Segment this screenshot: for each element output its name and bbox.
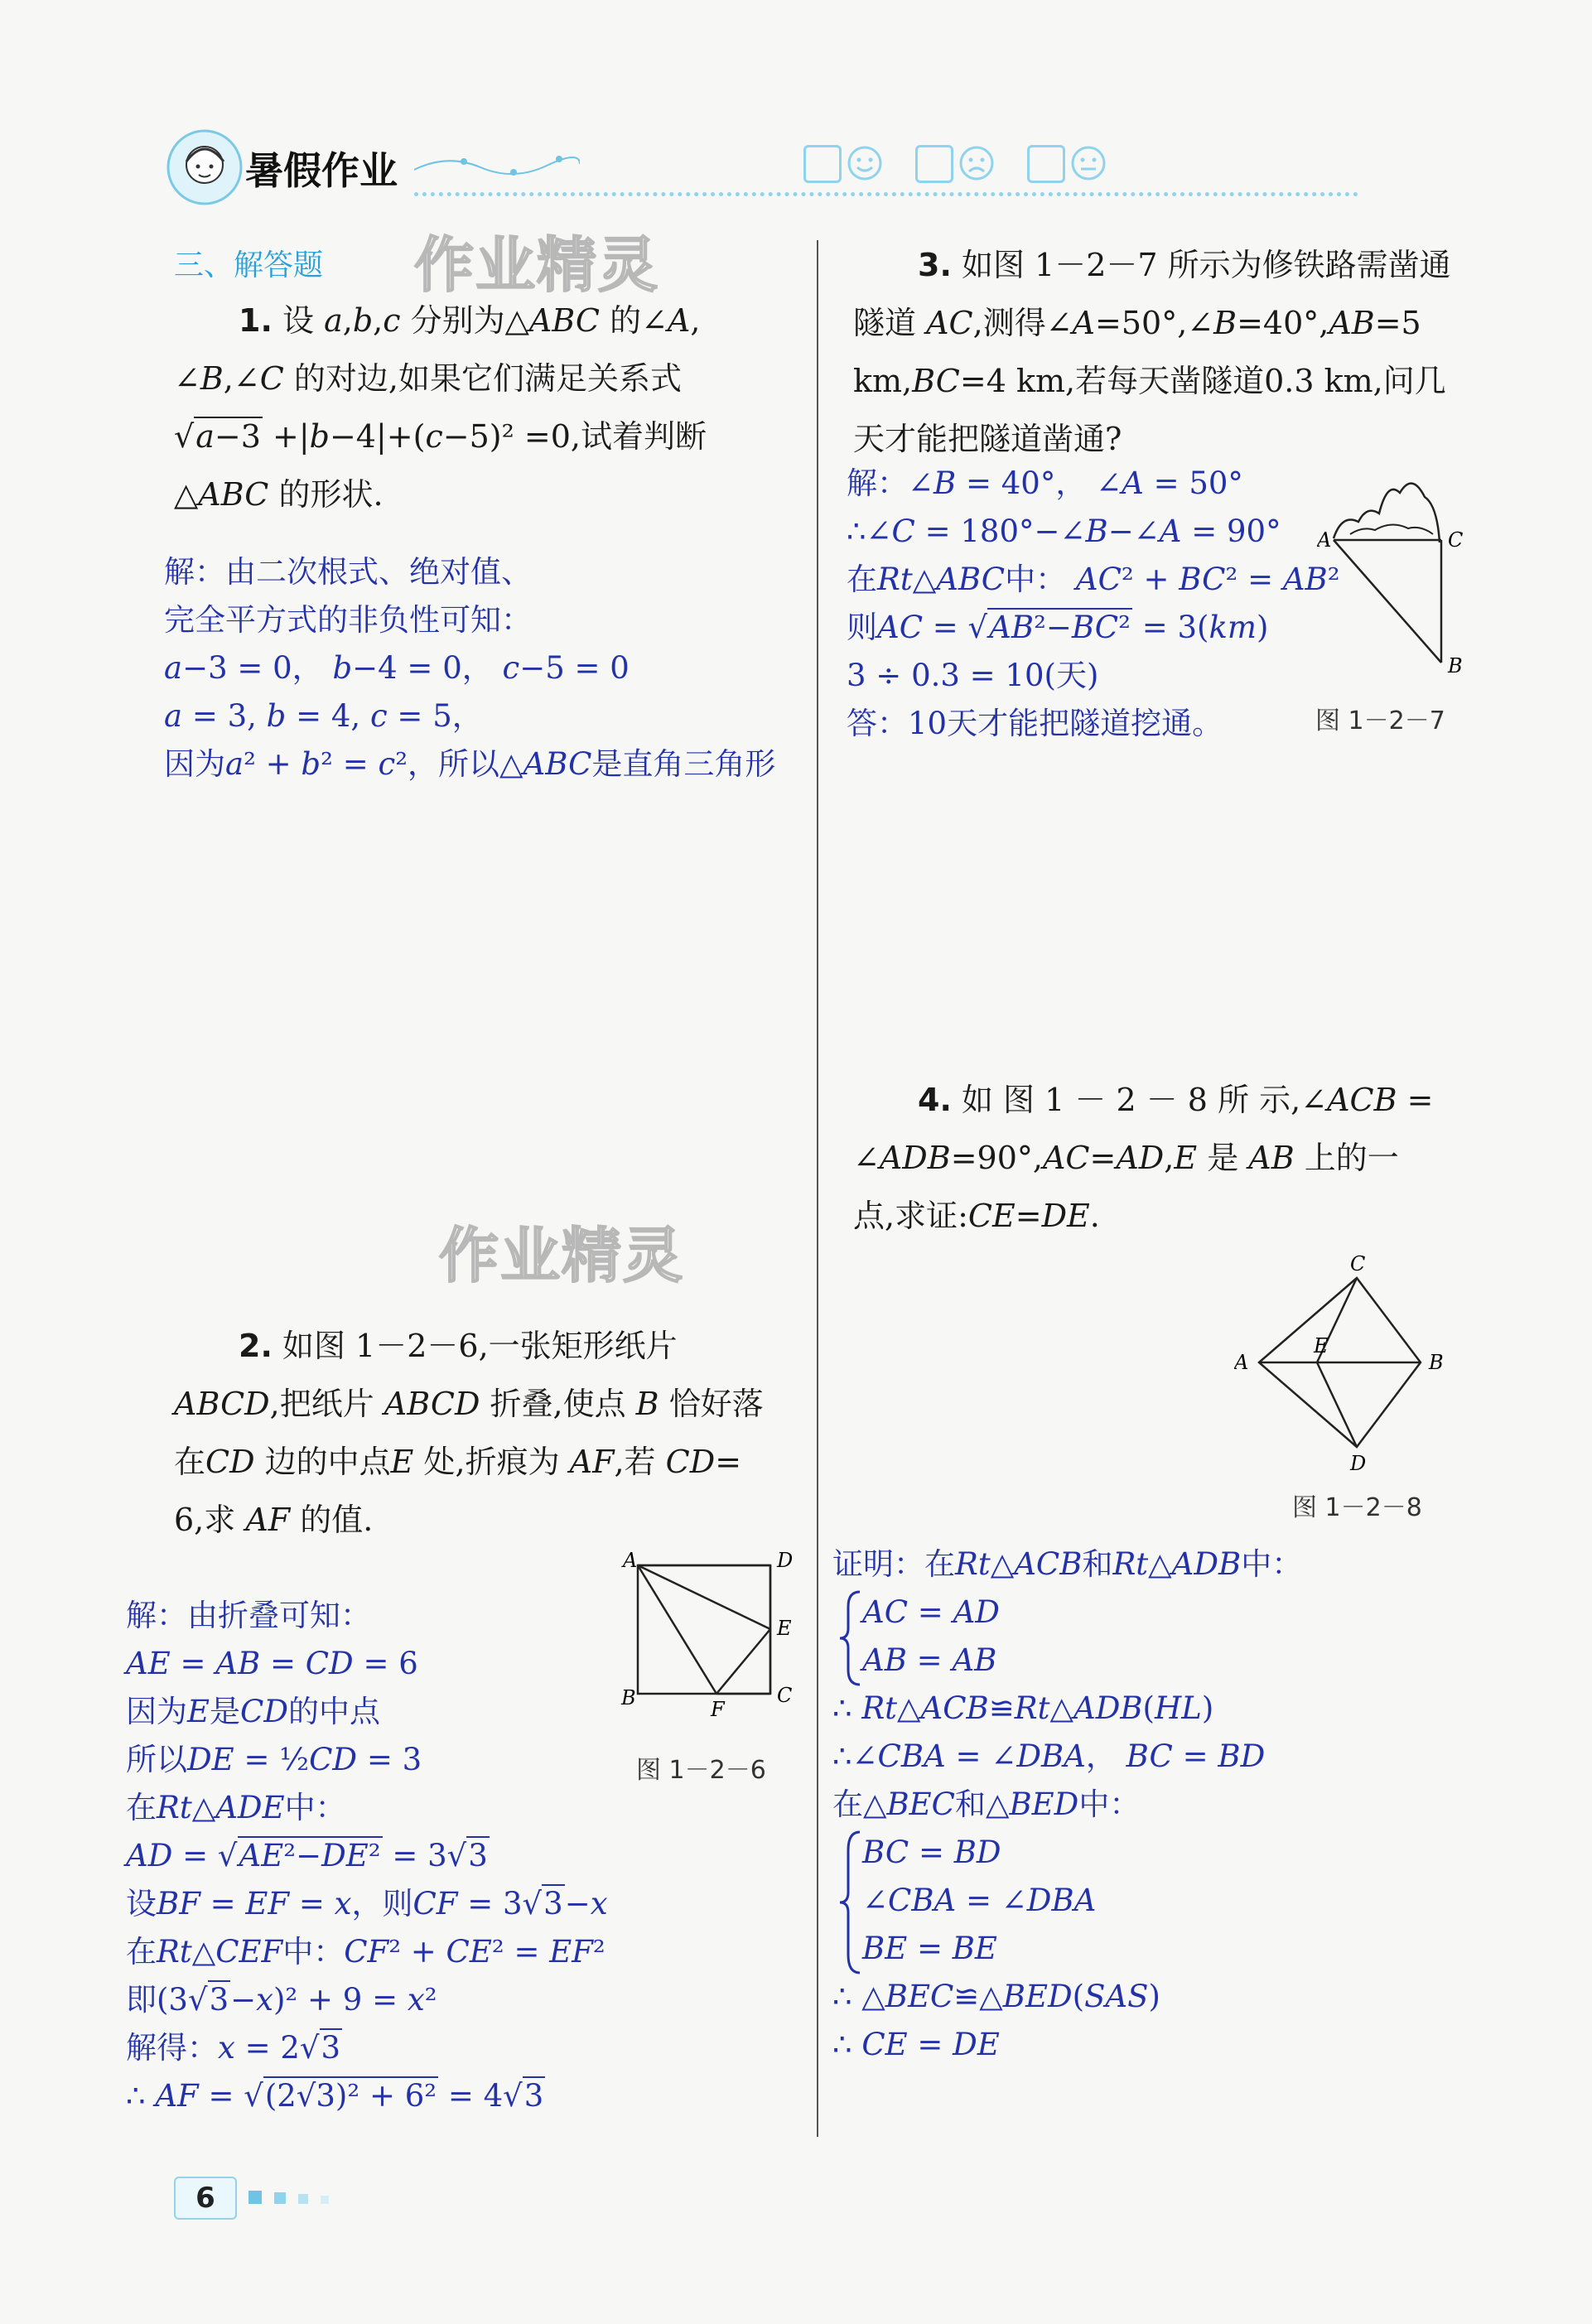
watermark: 作业精灵 [414,230,660,300]
problem-4-answer: 证明：在Rt△ACB和Rt△ADB中： AC = AD AB = AB ∴ Rt△ACB≌Rt△ADB(HL) ∴∠CBA = ∠DBA， BC = BD 在△BEC和△BED中： BC = BD ∠CBA = ∠DBA BE = BE ∴ △BEC≌△BED(SAS) ∴ CE = DE [832,1546,1303,2062]
header-title: 暑假作业 [245,148,398,193]
svg-text:B: B [621,1686,636,1709]
footer-dots [248,2191,329,2207]
svg-text:A: A [623,1549,638,1572]
neutral-face-icon [1070,145,1107,181]
svg-text:B: B [1448,654,1463,677]
svg-text:C: C [777,1684,793,1707]
svg-text:E: E [1314,1334,1329,1357]
svg-text:D: D [1350,1452,1367,1474]
figure-caption: 图 1－2－7 [1315,706,1445,735]
decorative-vine-icon [414,149,580,182]
problem-2-text: 2. 如图 1－2－6,一张矩形纸片 ABCD,把纸片 ABCD 折叠,使点 B 恰好落 在CD 边的中点E 处,折痕为 AF,若 CD= 6,求 AF 的值. [174,1328,764,1538]
checkbox-neutral[interactable] [1027,145,1065,183]
svg-text:D: D [777,1549,794,1572]
problem-3-answer: 解：∠B = 40°， ∠A = 50° ∴∠C = 180°−∠B−∠A = 90° 在Rt△ABC中： AC² + BC² = AB² 则AC = √AB²−BC² = 3(km) 3 ÷ 0.3 = 10(天) 答：10天才能把隧道挖通。 [847,465,1340,741]
brace-icon [838,1590,863,1686]
brace-icon [838,1830,863,1974]
header-dotted-line [414,192,1358,196]
column-divider [817,240,818,2137]
svg-text:F: F [711,1698,725,1721]
figure-1-2-8 [1234,1251,1458,1474]
checkbox-sad[interactable] [915,145,953,183]
emoji-boxes [803,145,1300,186]
svg-text:C: C [1350,1252,1366,1275]
page-number-box [174,2177,237,2220]
problem-3-text: 3. 如图 1－2－7 所示为修铁路需凿通 隧道 AC,测得∠A=50°,∠B=40°,AB=5 km,BC=4 km,若每天凿隧道0.3 km,问几 天才能把隧道凿通? [853,247,1451,457]
section-title: 三、解答题 [174,248,324,282]
figure-caption: 图 1－2－8 [1292,1493,1422,1522]
watermark: 作业精灵 [439,1221,685,1290]
svg-text:E: E [777,1617,792,1640]
problem-4-text: 4. 如 图 1 － 2 － 8 所 示,∠ACB = ∠ADB=90°,AC=AD,E 是 AB 上的一 点,求证:CE=DE. [853,1082,1434,1234]
problem-1-answer: 解：由二次根式、绝对值、 完全平方式的非负性可知： a−3 = 0， b−4 = 0， c−5 = 0 a = 3, b = 4, c = 5， 因为a² + b² = c²，所以△ABC是直角三角形 [164,554,776,782]
checkbox-happy[interactable] [803,145,842,183]
problem-1-text: 1. 设 a,b,c 分别为△ABC 的∠A, ∠B,∠C 的对边,如果它们满足关系式 √a−3 +|b−4|+(c−5)² =0,试着判断 △ABC 的形状. [174,302,707,513]
problem-2-answer: 解：由折叠可知： AE = AB = CD = 6 因为E是CD的中点 所以DE = ½CD = 3 在Rt△ADE中： AD = √AE²−DE² = 3√3 设BF = EF = x，则CF = 3√3−x 在Rt△CEF中：CF² + CE² = EF² 即(3√3−x)² + 9 = x² 解得：x = 2√3 ∴ AF = √(2√3)² + 6² = 4√3 [126,1598,608,2114]
figure-caption: 图 1－2－6 [636,1756,766,1785]
figure-1-2-6 [613,1540,795,1723]
svg-text:A: A [1234,1351,1249,1374]
sad-face-icon [958,145,995,181]
avatar-icon [166,128,244,207]
svg-text:A: A [1317,528,1332,552]
svg-text:C: C [1448,528,1464,552]
figure-1-2-7 [1317,464,1483,679]
page-number: 6 [195,2182,215,2215]
happy-face-icon [847,145,883,181]
svg-text:B: B [1429,1351,1444,1374]
page-header [166,124,1367,207]
